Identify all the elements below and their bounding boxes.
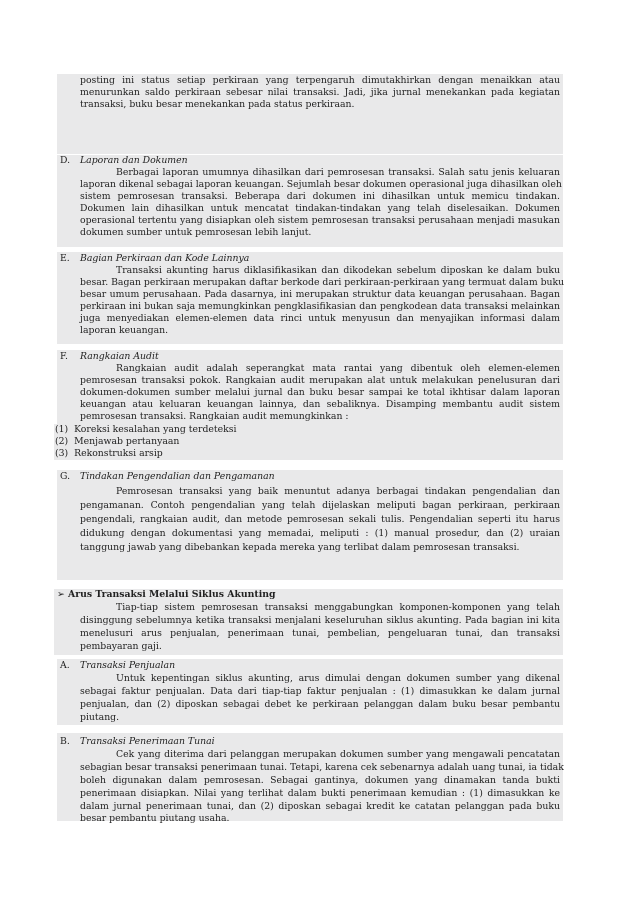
section-g-line: pengamanan. Contoh pengendalian yang telah dijelaskan meliputi bagan perkiraan, perkiraan [80, 500, 560, 511]
section-e-line: besar umum perusahaan. Pada dasarnya, ini merupakan struktur data keuangan perusahaan. Bagan [80, 289, 560, 300]
section-g-title: Tindakan Pengendalian dan Pengamanan [80, 471, 275, 482]
section-d-line: Berbagai laporan umumnya dihasilkan dari pemrosesan transaksi. Salah satu jenis keluaran [116, 167, 560, 178]
intro-line: menurunkan saldo perkiraan sebesar nilai transaksi. Jadi, jika jurnal menekankan pada kegiatan [80, 87, 560, 98]
section-a-line: piutang. [80, 712, 120, 723]
bullet-arrow-icon: ➢ [57, 589, 65, 600]
section-b-line: sebagian besar transaksi penerimaan tunai. Tetapi, karena cek sebenarnya adalah uang tunai, ia tidak [80, 762, 564, 773]
section-b-line: dalam jurnal penerimaan tunai, dan (2) diposkan sebagai kredit ke catatan pelanggan pada buku [80, 801, 560, 812]
section-arus-line: Tiap-tiap sistem pemrosesan transaksi menggabungkan komponen-komponen yang telah [116, 602, 560, 613]
section-f-line: pemrosesan transaksi pokok. Rangkaian audit merupakan alat untuk melakukan penelusuran dari [80, 375, 560, 386]
section-g-line: Pemrosesan transaksi yang baik menuntut adanya berbagai tindakan pengendalian dan [116, 486, 560, 497]
section-g-line: tanggung jawab yang dibebankan kepada mereka yang terlibat dalam pemrosesan transaksi. [80, 542, 520, 553]
section-d-line: dokumen sumber untuk pemrosesan lebih lanjut. [80, 227, 312, 238]
section-g-line: pengendali, rangkaian audit, dan metode pemrosesan sekali tulis. Pengendalian seperti itu harus [80, 514, 560, 525]
section-e-line: Transaksi akunting harus diklasifikasikan dan dikodekan sebelum diposkan ke dalam buku [116, 265, 560, 276]
section-f-item: (1) Koreksi kesalahan yang terdeteksi [55, 424, 237, 435]
section-e-line: laporan keuangan. [80, 325, 169, 336]
section-d-line: operasional tertentu yang disiapkan oleh sistem pemrosesan transaksi perusahaan menjadi masukan [80, 215, 560, 226]
section-d-line: laporan dikenal sebagai laporan keuangan. Sejumlah besar dokumen operasional juga dihasilkan oleh [80, 179, 562, 190]
section-a-label: A. [60, 660, 70, 671]
section-d-line: sistem pemrosesan transaksi. Beberapa dari dokumen ini dihasilkan untuk memicu tindakan. [80, 191, 560, 202]
section-b-title: Transaksi Penerimaan Tunai [80, 736, 215, 747]
section-f-line: dokumen-dokumen sumber melalui jurnal dan buku besar sampai ke total ikhtisar dalam laporan [80, 387, 560, 398]
section-g-label: G. [60, 471, 71, 482]
section-b-label: B. [60, 736, 70, 747]
section-b-line: penerimaan disiapkan. Nilai yang terlihat dalam bukti penerimaan kemudian : (1) dimasukkan ke [80, 788, 560, 799]
section-a-title: Transaksi Penjualan [80, 660, 176, 671]
section-f-line: keuangan atau keluaran keuangan lainnya, dan sebaliknya. Disamping membantu audit sistem [80, 399, 560, 410]
section-d-label: D. [60, 155, 71, 166]
section-f-line: Rangkaian audit adalah seperangkat mata rantai yang dibentuk oleh elemen-elemen [116, 363, 560, 374]
section-f-item: (2) Menjawab pertanyaan [55, 436, 180, 447]
section-b-line: boleh digunakan dalam pemrosesan. Sebagai gantinya, dokumen yang dinamakan tanda bukti [80, 775, 560, 786]
section-a-line: penjualan, dan (2) diposkan sebagai debet ke perkiraan pelanggan dalam buku besar pembantu [80, 699, 560, 710]
section-e-title: Bagian Perkiraan dan Kode Lainnya [80, 253, 250, 264]
intro-line: transaksi, buku besar menekankan pada status perkiraan. [80, 99, 355, 110]
section-b-line: Cek yang diterima dari pelanggan merupakan dokumen sumber yang mengawali pencatatan [116, 749, 560, 760]
section-arus-line: pembayaran gaji. [80, 641, 162, 652]
section-e-label: E. [60, 253, 70, 264]
intro-line: posting ini status setiap perkiraan yang terpengaruh dimutakhirkan dengan menaikkan atau [80, 75, 560, 86]
section-b-line: besar pembantu piutang usaha. [80, 813, 230, 824]
section-f-label: F. [60, 351, 68, 362]
section-f-line: pemrosesan transaksi. Rangkaian audit memungkinkan : [80, 411, 349, 422]
section-d-title: Laporan dan Dokumen [80, 155, 188, 166]
section-g-line: didukung dengan dokumentasi yang memadai, meliputi : (1) manual prosedur, dan (2) uraian [80, 528, 560, 539]
section-f-item: (3) Rekonstruksi arsip [55, 448, 163, 459]
section-e-line: perkiraan ini bukan saja memungkinkan pengklasifikasian dan pengkodean data transaksi melainkan [80, 301, 560, 312]
section-e-line: besar. Bagan perkiraan merupakan daftar berkode dari perkiraan-perkiraan yang termuat dalam buku [80, 277, 565, 288]
section-arus-title: Arus Transaksi Melalui Siklus Akunting [68, 589, 276, 600]
section-d-line: Dokumen lain dihasilkan untuk mencatat tindakan-tindakan yang telah diselesaikan. Dokumen [80, 203, 560, 214]
section-arus-line: disinggung sebelumnya ketika transaksi menjalani keseluruhan siklus akunting. Pada bagian ini kita [80, 615, 560, 626]
section-a-line: Untuk kepentingan siklus akunting, arus dimulai dengan dokumen sumber yang dikenal [116, 673, 560, 684]
section-e-line: juga menyediakan elemen-elemen data rinci untuk menyusun dan menyajikan informasi dalam [80, 313, 560, 324]
section-a-line: sebagai faktur penjualan. Data dari tiap-tiap faktur penjualan : (1) dimasukkan ke dalam jurnal [80, 686, 560, 697]
section-f-title: Rangkaian Audit [80, 351, 159, 362]
section-arus-line: menelusuri arus penjualan, penerimaan tunai, pembelian, pengeluaran tunai, dan transaksi [80, 628, 560, 639]
